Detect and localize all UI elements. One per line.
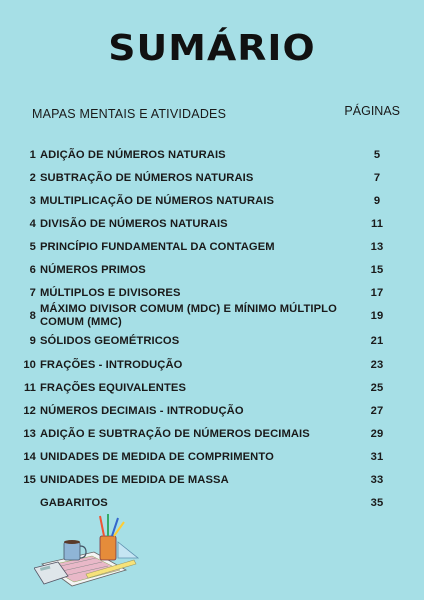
toc-item-page: 19 xyxy=(370,310,384,322)
section-heading: MAPAS MENTAIS E ATIVIDADES xyxy=(32,107,227,121)
toc-item-number: 6 xyxy=(29,264,36,276)
page-title: SUMÁRIO xyxy=(108,28,316,69)
toc-row xyxy=(0,303,424,328)
toc-row xyxy=(0,381,424,395)
toc-item-page: 5 xyxy=(373,149,381,161)
toc-item-number: 7 xyxy=(29,287,36,299)
toc-item-number: 3 xyxy=(29,195,36,207)
toc-item-title: UNIDADES DE MEDIDA DE COMPRIMENTO xyxy=(40,450,274,463)
toc-item-number: 5 xyxy=(29,241,36,253)
toc-item-page: 15 xyxy=(370,264,384,276)
toc-row xyxy=(0,450,424,464)
toc-row xyxy=(0,358,424,372)
toc-row xyxy=(0,404,424,418)
toc-item-title: GABARITOS xyxy=(40,496,108,509)
toc-row xyxy=(0,286,424,300)
toc-item-title: UNIDADES DE MEDIDA DE MASSA xyxy=(40,473,229,486)
toc-row xyxy=(0,240,424,254)
toc-item-number: 1 xyxy=(29,149,36,161)
toc-item-title: NÚMEROS PRIMOS xyxy=(40,263,146,276)
toc-item-number: 14 xyxy=(23,451,36,463)
toc-item-number: 10 xyxy=(23,359,36,371)
toc-item-number: 11 xyxy=(23,382,36,394)
toc-item-title: SÓLIDOS GEOMÉTRICOS xyxy=(40,334,180,347)
toc-item-title: SUBTRAÇÃO DE NÚMEROS NATURAIS xyxy=(40,171,254,184)
pages-column-heading: PÁGINAS xyxy=(344,104,400,118)
toc-item-page: 9 xyxy=(373,195,381,207)
toc-item-number: 9 xyxy=(29,335,36,347)
toc-item-number: 13 xyxy=(23,428,36,440)
toc-row xyxy=(0,148,424,162)
desk-supplies-illustration xyxy=(34,512,140,590)
toc-item-title: MÁXIMO DIVISOR COMUM (MDC) E MÍNIMO MÚLTIPLO COMUM (MMC) xyxy=(40,303,337,328)
toc-row xyxy=(0,496,424,510)
toc-row xyxy=(0,263,424,277)
toc-item-page: 11 xyxy=(370,218,384,230)
toc-item-page: 29 xyxy=(370,428,384,440)
toc-item-number: 4 xyxy=(29,218,36,230)
toc-item-title: MULTIPLICAÇÃO DE NÚMEROS NATURAIS xyxy=(40,194,275,207)
toc-item-number: 15 xyxy=(23,474,36,486)
toc-item-title: ADIÇÃO E SUBTRAÇÃO DE NÚMEROS DECIMAIS xyxy=(40,427,310,440)
toc-item-title: MÚLTIPLOS E DIVISORES xyxy=(40,286,181,299)
toc-item-title: FRAÇÕES - INTRODUÇÃO xyxy=(40,358,183,371)
toc-item-page: 17 xyxy=(370,287,384,299)
toc-item-page: 25 xyxy=(370,382,384,394)
toc-item-number: 2 xyxy=(29,172,36,184)
toc-item-page: 33 xyxy=(370,474,384,486)
toc-row xyxy=(0,427,424,441)
toc-item-number: 8 xyxy=(29,310,36,322)
toc-item-title: DIVISÃO DE NÚMEROS NATURAIS xyxy=(40,217,228,230)
toc-item-number: 12 xyxy=(23,405,36,417)
toc-item-page: 13 xyxy=(370,241,384,253)
toc-item-title: ADIÇÃO DE NÚMEROS NATURAIS xyxy=(40,148,226,161)
toc-item-page: 27 xyxy=(370,405,384,417)
toc-row xyxy=(0,334,424,348)
toc-row xyxy=(0,473,424,487)
toc-item-title: NÚMEROS DECIMAIS - INTRODUÇÃO xyxy=(40,404,244,417)
toc-row xyxy=(0,171,424,185)
toc-item-page: 23 xyxy=(370,359,384,371)
toc-item-title: PRINCÍPIO FUNDAMENTAL DA CONTAGEM xyxy=(40,240,275,253)
toc-item-title: FRAÇÕES EQUIVALENTES xyxy=(40,381,186,394)
toc-item-page: 31 xyxy=(370,451,384,463)
toc-row xyxy=(0,217,424,231)
toc-item-page: 21 xyxy=(370,335,384,347)
toc-row xyxy=(0,194,424,208)
toc-item-page: 35 xyxy=(370,497,384,509)
toc-item-page: 7 xyxy=(373,172,381,184)
